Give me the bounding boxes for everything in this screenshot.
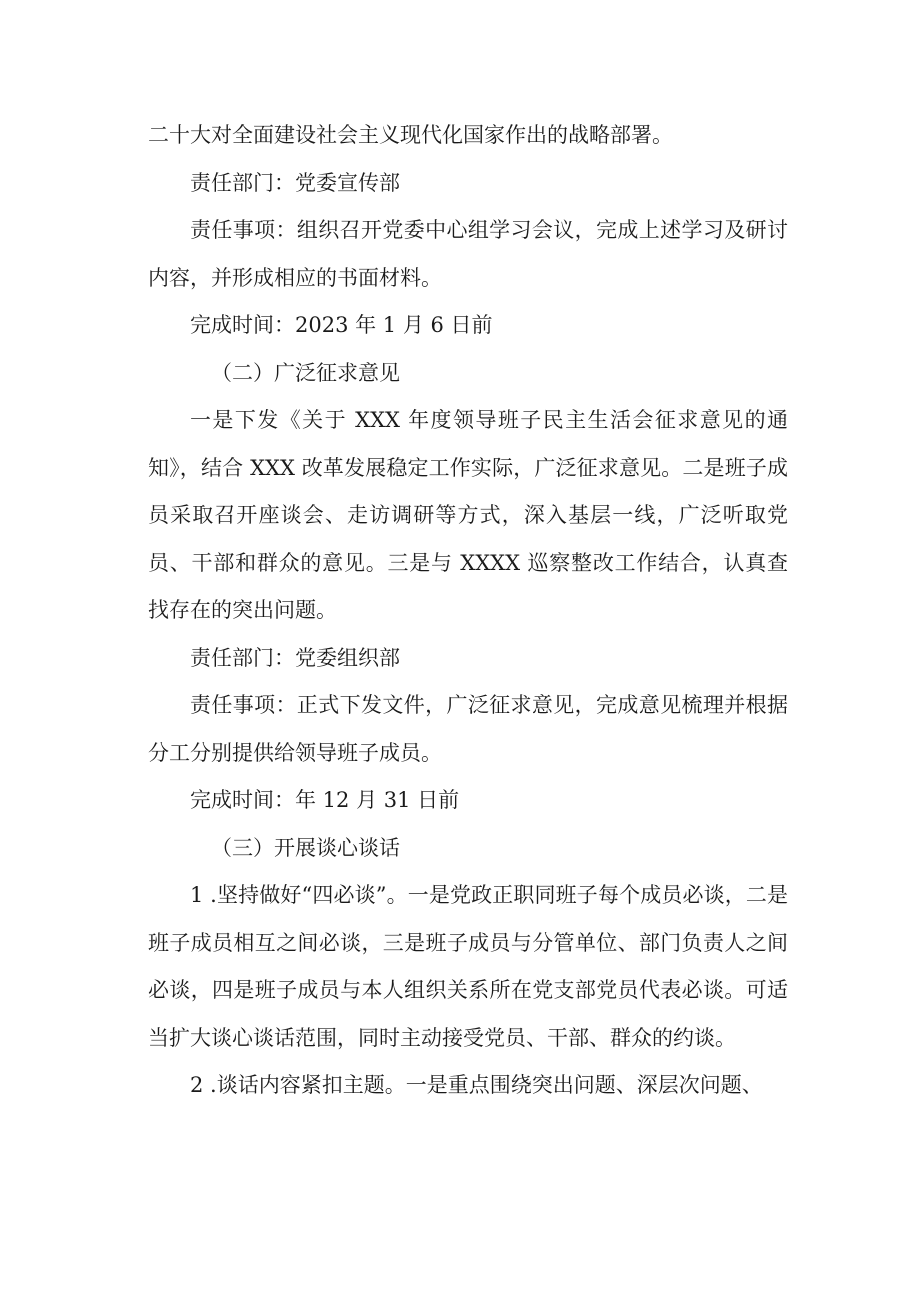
responsible-department-propaganda: 责任部门：党委宣传部 bbox=[190, 170, 400, 195]
responsible-task-issue-document: 责任事项：正式下发文件，广泛征求意见，完成意见梳理并根据分工分别提供给领导班子成员。 bbox=[148, 693, 788, 765]
paragraph-solicit-opinions: 一是下发《关于 XXX 年度领导班子民主生活会征求意见的通知》，结合 XXX 改革发展稳定工作实际，广泛征求意见。二是班子成员采取召开座谈会、走访调研等方式，深入基层一线，广泛听取党员、干部和群众的意见。三是与 XXXX 巡察整改工作结合，认真查找存在的突出问题。 bbox=[148, 408, 788, 622]
paragraph-talk-content-theme: 2 .谈话内容紧扣主题。一是重点围绕突出问题、深层次问题、 bbox=[190, 1073, 763, 1097]
completion-time-dec-31: 完成时间：年 12 月 31 日前 bbox=[190, 788, 460, 812]
document-body bbox=[148, 112, 788, 1110]
section-heading-solicit-opinions: （二）广泛征求意见 bbox=[211, 360, 400, 385]
section-heading-heart-to-heart-talks: （三）开展谈心谈话 bbox=[211, 835, 400, 860]
responsible-department-organization: 责任部门：党委组织部 bbox=[190, 645, 400, 670]
responsible-task-study-meeting: 责任事项：组织召开党委中心组学习会议，完成上述学习及研讨内容，并形成相应的书面材料。 bbox=[148, 218, 788, 290]
paragraph-four-must-talks: 1 .坚持做好“四必谈”。一是党政正职同班子每个成员必谈，二是班子成员相互之间必谈，三是班子成员与分管单位、部门负责人之间必谈，四是班子成员与本人组织关系所在党支部党员代表必谈。可适当扩大谈心谈话范围，同时主动接受党员、干部、群众的约谈。 bbox=[148, 883, 788, 1050]
paragraph-continuation: 二十大对全面建设社会主义现代化国家作出的战略部署。 bbox=[148, 123, 673, 147]
completion-time-jan-6: 完成时间：2023 年 1 月 6 日前 bbox=[190, 313, 493, 337]
